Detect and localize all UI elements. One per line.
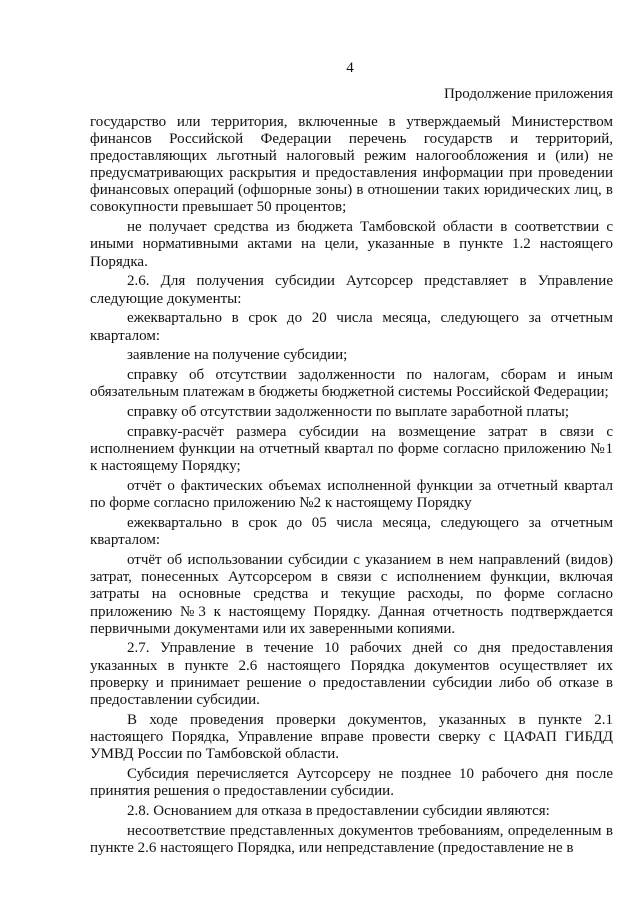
paragraph-7: справку об отсутствии задолженности по выплате заработной платы; — [127, 404, 570, 421]
page-number: 4 — [346, 60, 354, 76]
paragraph-8: справку-расчёт размера субсидии на возмещение затрат в связи с исполнением функции на отчетный квартал по форме согласно приложению №1 к настоящему Порядку; — [90, 424, 613, 475]
continuation-label: Продолжение приложения — [443, 86, 613, 102]
paragraph-14: Субсидия перечисляется Аутсорсеру не позднее 10 рабочего дня после принятия решения о предоставлении субсидии. — [90, 765, 613, 799]
paragraph-2: не получает средства из бюджета Тамбовской области в соответствии с иными нормативными актами на цели, указанные в пункте 1.2 настоящего Порядка. — [90, 219, 613, 270]
paragraph-12: 2.7. Управление в течение 10 рабочих дней со дня предоставления указанных в пункте 2.6 настоящего Порядка документов осуществляет их проверку и принимает решение о предоставлении субсидии либо об отказе в предоставлении субсидии. — [90, 640, 613, 708]
paragraph-11: отчёт об использовании субсидии с указанием в нем направлений (видов) затрат, понесенных Аутсорсером в связи с исполнением функции, включая затраты на основные средства и текущие расходы, по форме согласно приложению №3 к настоящему Порядку. Данная отчетность подтверждается первичными документами или их заверенными копиями. — [90, 552, 613, 637]
paragraph-13: В ходе проведения проверки документов, указанных в пункте 2.1 настоящего Порядка, Управление вправе провести сверку с ЦАФАП ГИБДД УМВД России по Тамбовской области. — [90, 711, 613, 762]
paragraph-16: несоответствие представленных документов требованиям, определенным в пункте 2.6 настоящего Порядка, или непредставление (предоставление не в — [90, 822, 613, 856]
paragraph-3: 2.6. Для получения субсидии Аутсорсер представляет в Управление следующие документы: — [90, 273, 613, 307]
paragraph-15: 2.8. Основанием для отказа в предоставлении субсидии являются: — [127, 802, 550, 819]
body-text — [90, 114, 613, 860]
paragraph-1: государство или территория, включенные в утверждаемый Министерством финансов Российской Федерации перечень государств и территорий, предоставляющих льготный налоговый режим налогообложения и (или) не предусматривающих раскрытия и предоставления информации при проведении финансовых операций (офшорные зоны) в отношении таких юридических лиц, в совокупности превышает 50 процентов; — [90, 114, 613, 216]
paragraph-4: ежеквартально в срок до 20 числа месяца, следующего за отчетным кварталом: — [90, 310, 613, 344]
paragraph-5: заявление на получение субсидии; — [127, 347, 348, 364]
paragraph-10: ежеквартально в срок до 05 числа месяца, следующего за отчетным кварталом: — [90, 515, 613, 549]
paragraph-9: отчёт о фактических объемах исполненной функции за отчетный квартал по форме согласно приложению №2 к настоящему Порядку — [90, 478, 613, 512]
paragraph-6: справку об отсутствии задолженности по налогам, сборам и иным обязательным платежам в бюджеты бюджетной системы Российской Федерации; — [90, 367, 613, 401]
